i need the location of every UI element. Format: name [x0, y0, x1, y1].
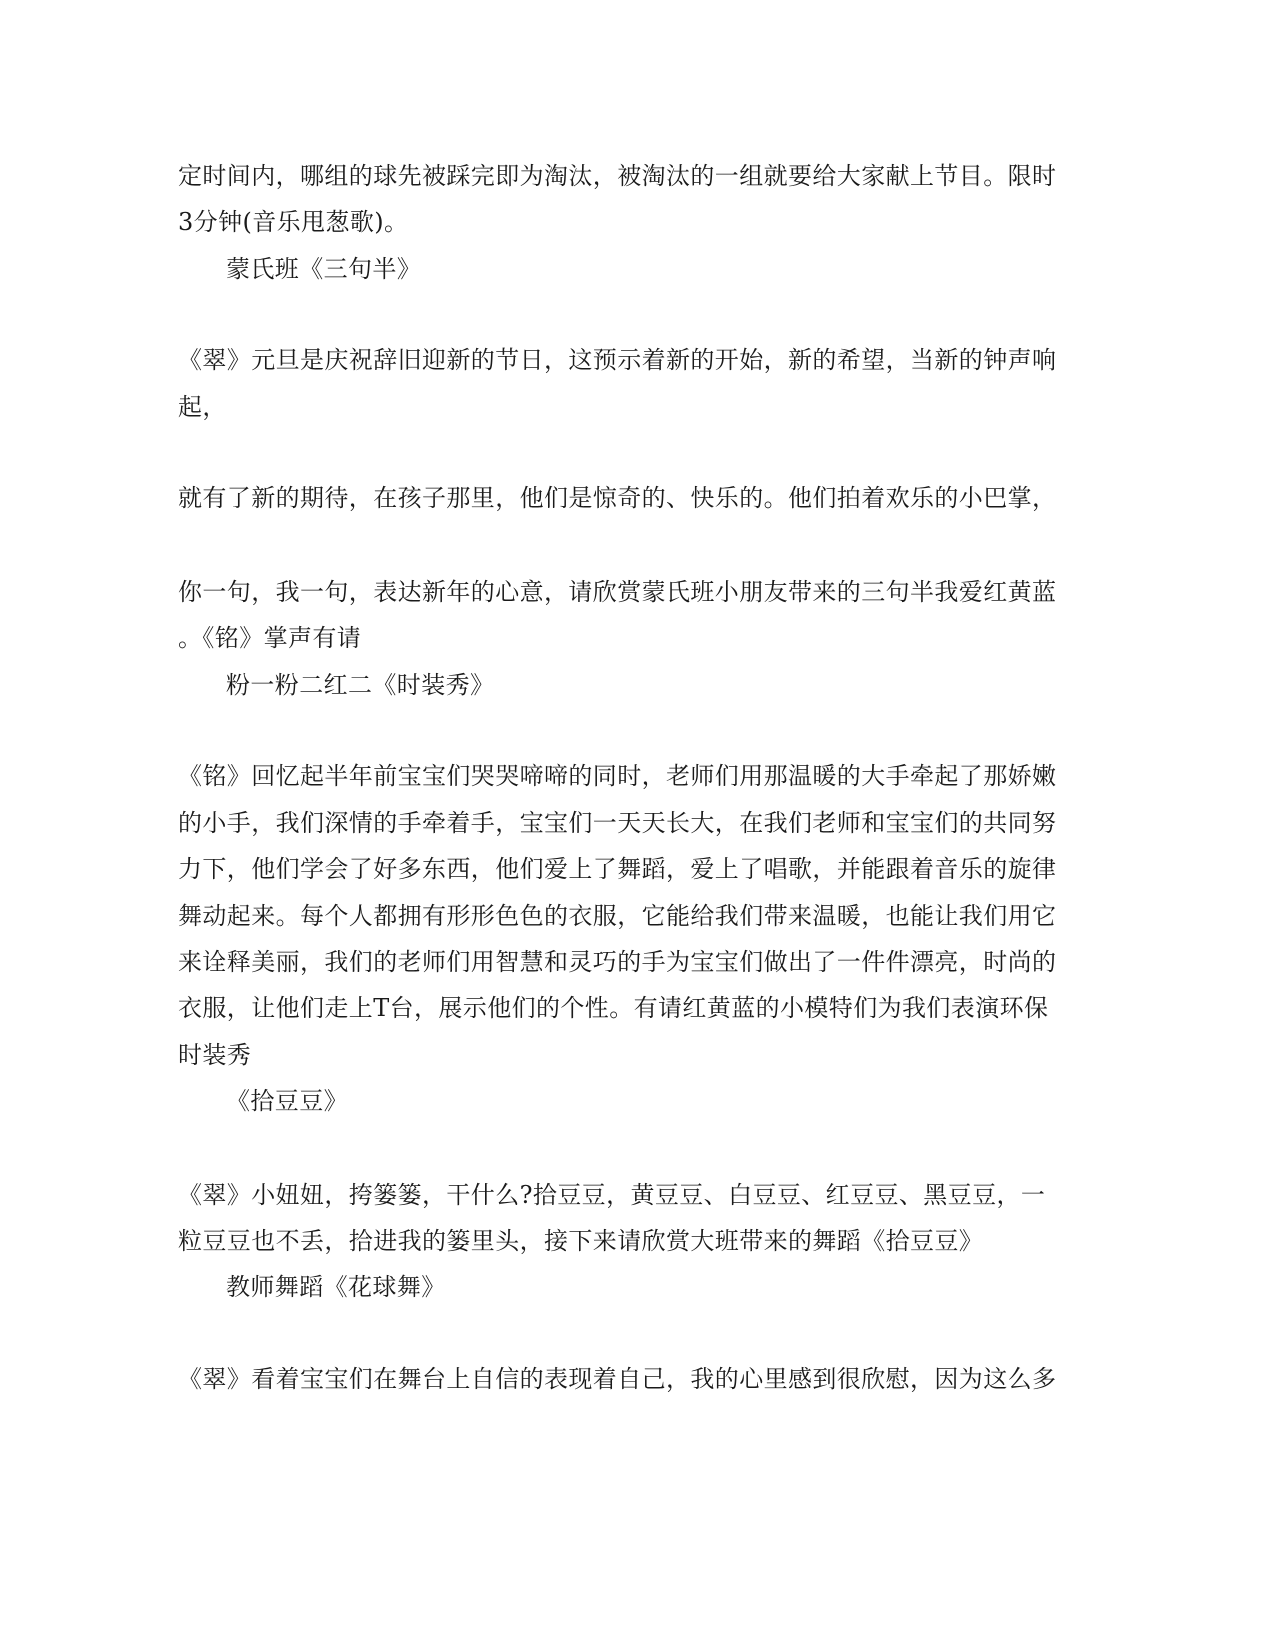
paragraph-line: 粒豆豆也不丢，拾进我的篓里头，接下来请欣赏大班带来的舞蹈《拾豆豆》 [178, 1227, 984, 1255]
paragraph-line: 力下，他们学会了好多东西，他们爱上了舞蹈，爱上了唱歌，并能跟着音乐的旋律 [178, 855, 1057, 883]
paragraph-line: 3分钟(音乐甩葱歌)。 [178, 208, 409, 236]
paragraph-line: 《翠》元旦是庆祝辞旧迎新的节日，这预示着新的开始，新的希望，当新的钟声响 [178, 346, 1057, 374]
paragraph-line: 《翠》看着宝宝们在舞台上自信的表现着自己，我的心里感到很欣慰，因为这么多 [178, 1365, 1057, 1393]
paragraph-line: 就有了新的期待，在孩子那里，他们是惊奇的、快乐的。他们拍着欢乐的小巴掌， [178, 484, 1057, 512]
paragraph-line: 你一句，我一句，表达新年的心意，请欣赏蒙氏班小朋友带来的三句半我爱红黄蓝 [178, 578, 1057, 606]
paragraph-line: 《翠》小妞妞，挎篓篓，干什么?拾豆豆，黄豆豆、白豆豆、红豆豆、黑豆豆，一 [178, 1181, 1046, 1209]
section-heading: 粉一粉二红二《时装秀》 [226, 671, 495, 699]
paragraph-line: 的小手，我们深情的手牵着手，宝宝们一天天长大，在我们老师和宝宝们的共同努 [178, 809, 1057, 837]
paragraph-line: 来诠释美丽，我们的老师们用智慧和灵巧的手为宝宝们做出了一件件漂亮，时尚的 [178, 948, 1057, 976]
paragraph-line: 。《铭》掌声有请 [178, 624, 362, 652]
paragraph-line: 时装秀 [178, 1041, 252, 1069]
paragraph-line: 起， [178, 393, 227, 421]
section-heading: 《拾豆豆》 [226, 1087, 348, 1115]
paragraph-line: 衣服，让他们走上T台，展示他们的个性。有请红黄蓝的小模特们为我们表演环保 [178, 994, 1049, 1022]
paragraph-line: 定时间内，哪组的球先被踩完即为淘汰，被淘汰的一组就要给大家献上节目。限时 [178, 162, 1057, 190]
paragraph-line: 舞动起来。每个人都拥有形形色色的衣服，它能给我们带来温暖，也能让我们用它 [178, 902, 1057, 930]
section-heading: 蒙氏班《三句半》 [226, 255, 422, 283]
section-heading: 教师舞蹈《花球舞》 [226, 1273, 446, 1301]
paragraph-line: 《铭》回忆起半年前宝宝们哭哭啼啼的同时，老师们用那温暖的大手牵起了那娇嫩 [178, 762, 1057, 790]
